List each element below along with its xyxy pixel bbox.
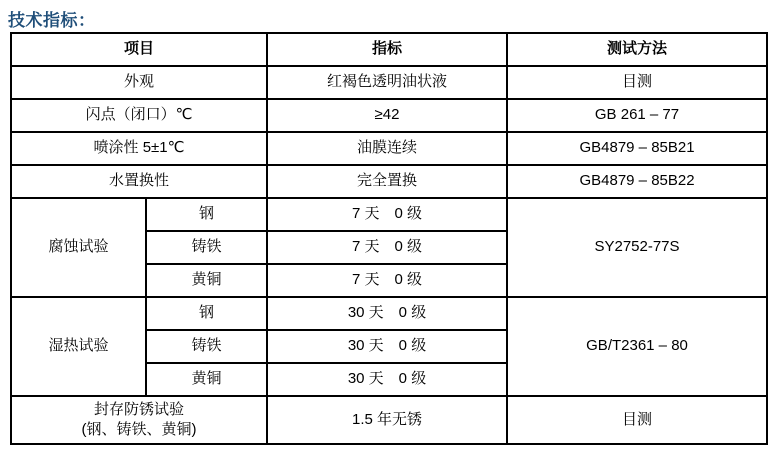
table-row [11,165,767,198]
table-row [11,396,767,444]
table-row [11,66,767,99]
group-cell: 腐蚀试验 [11,198,146,297]
value-cell: 完全置换 [267,165,507,198]
method-cell: GB 261 – 77 [507,99,767,132]
table-row [11,198,767,231]
method-cell: GB/T2361 – 80 [507,297,767,396]
value-cell: 30 天 0 级 [267,330,507,363]
value-cell: 红褐色透明油状液 [267,66,507,99]
method-cell: 目测 [507,66,767,99]
value-cell: 30 天 0 级 [267,363,507,396]
method-cell: GB4879 – 85B21 [507,132,767,165]
item-cell: 喷涂性 5±1℃ [11,132,267,165]
item-line-2: (钢、铸铁、黄铜) [81,421,197,438]
item-cell [11,396,267,444]
method-cell: 目测 [507,396,767,444]
header-cell-item: 项目 [11,33,267,66]
table-row [11,297,767,330]
page-title: 技术指标： [8,11,96,30]
value-cell: 30 天 0 级 [267,297,507,330]
item-cell: 外观 [11,66,267,99]
table-row [11,99,767,132]
item-line-1: 封存防锈试验 [94,400,185,418]
material-cell: 钢 [146,198,267,231]
value-cell: 7 天 0 级 [267,198,507,231]
material-cell: 黄铜 [146,363,267,396]
header-cell-method: 测试方法 [507,33,767,66]
material-cell: 铸铁 [146,231,267,264]
method-cell: SY2752-77S [507,198,767,297]
material-cell: 黄铜 [146,264,267,297]
table-row [11,132,767,165]
spec-table [10,32,768,445]
value-cell: 油膜连续 [267,132,507,165]
table-header-row [11,33,767,66]
item-cell: 闪点（闭口）℃ [11,99,267,132]
value-cell: 7 天 0 级 [267,231,507,264]
method-cell: GB4879 – 85B22 [507,165,767,198]
value-cell: ≥42 [267,99,507,132]
value-cell: 1.5 年无锈 [267,396,507,444]
material-cell: 钢 [146,297,267,330]
header-cell-value: 指标 [267,33,507,66]
item-cell: 水置换性 [11,165,267,198]
material-cell: 铸铁 [146,330,267,363]
group-cell: 湿热试验 [11,297,146,396]
value-cell: 7 天 0 级 [267,264,507,297]
